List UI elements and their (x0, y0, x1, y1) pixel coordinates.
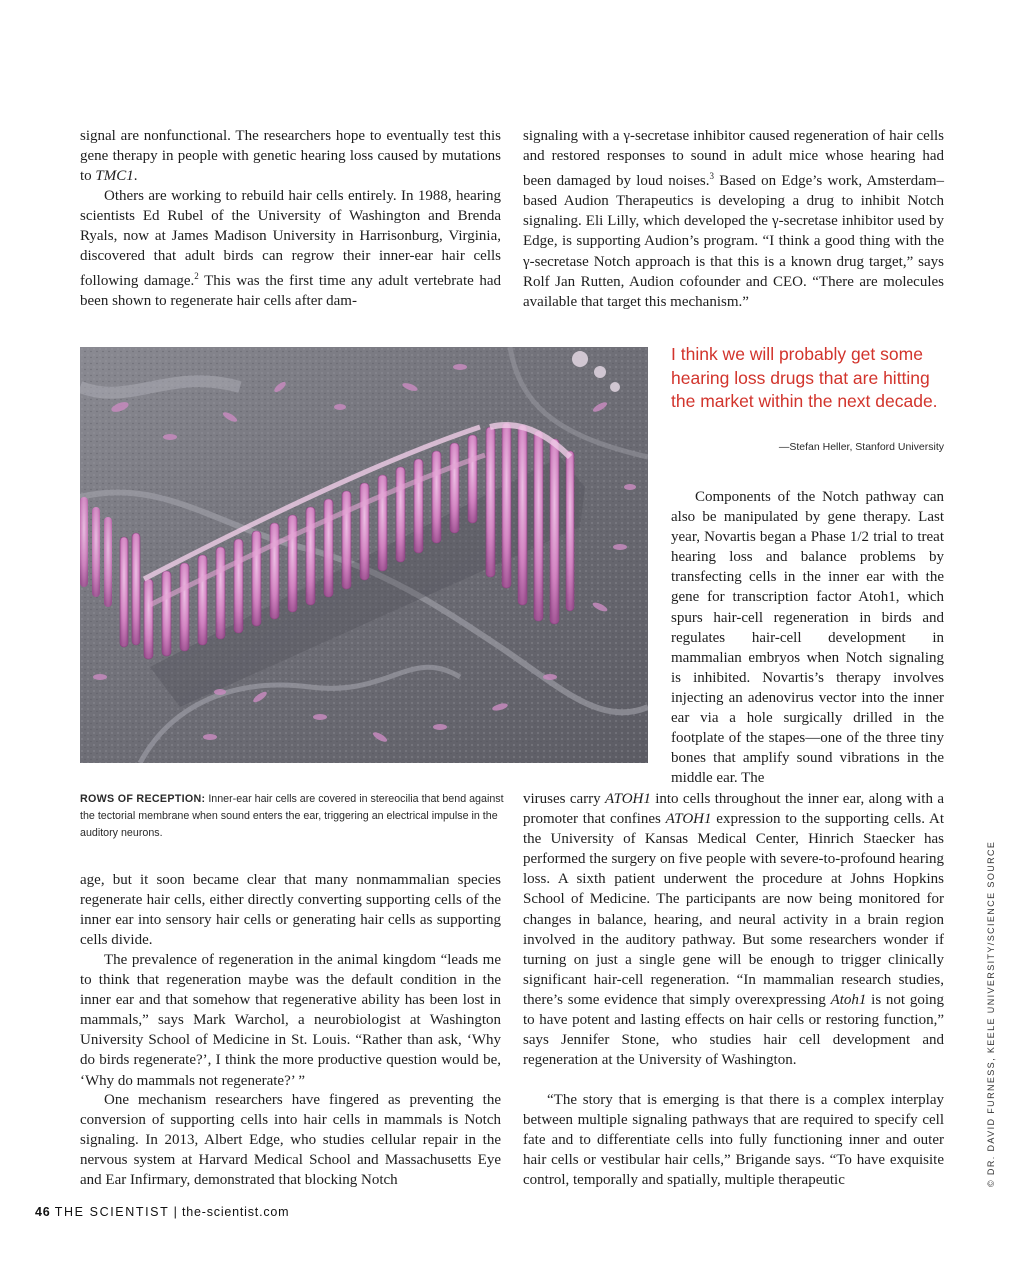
col2-top-paragraph: signaling with a γ-secretase inhibitor caused regeneration of hair cells and restored responses to sound in adult mice whose hearing had been damaged by loud noises.$^3$ Based on Edge’s work, Amsterdam–based Audion Therapeutics is developing a drug to inhibit Notch signaling. Eli Lilly, which developed the γ-secretase inhibitor used by Edge, is supporting Audion’s program. “I think a good thing with the γ-secretase Notch approach is that this is a known drug target,” says Rolf Jan Rutten, Audion cofounder and CEO. “There are molecules available that target this mechanism.” (523, 128, 945, 310)
hair-cells-micrograph (80, 347, 648, 763)
col1-bottom-paragraph-3: One mechanism researchers have fingered as preventing the conversion of supporting cells into hair cells in mammals is Notch signaling. In 2013, Albert Edge, who studies cellular repair in the nervous system at Harvard Medical School and Massachusetts Eye and Ear Infirmary, demonstrated that blocking Notch (80, 1092, 501, 1189)
pull-quote-attribution: —Stefan Heller, Stanford University (778, 441, 944, 453)
col1-bottom-paragraph-2: The prevalence of regeneration in the animal kingdom “leads me to think that regeneration maybe was the default condition in the inner ear and that somehow that regenerative ability has been lost in mammals,” says Mark Warchol, a neurobiologist at Washington University School of Medicine in St. Louis. “Rather than ask, ‘Why do birds regenerate?’, I think the more productive question would be, ‘Why do mammals not regenerate?’ ” (80, 952, 501, 1089)
photo-credit: © DR. DAVID FURNESS, KEELE UNIVERSITY/SCIENCE SOURCE (986, 840, 996, 1187)
col3-side-paragraph: Components of the Notch pathway can also be manipulated by gene therapy. Last year, Novartis began a Phase 1/2 trial to treat hearing loss and balance problems by transfecting cells in the inner ear with the gene for transcription factor Atoh1, which spurs hair-cell regeneration in birds and regulates hair-cell development in mammalian embryos when Notch signaling is inhibited. Novartis’s therapy involves injecting an adenovirus vector into the inner ear via a hole surgically drilled in the footplate of the stapes—one of the three tiny bones that amplify sound vibrations in the middle ear. The (671, 489, 944, 787)
col2-bottom-paragraph-2: “The story that is emerging is that there is a complex interplay between multiple signaling pathways that are required to specify cell fate and to differentiate cells into fully functioning inner and outer hair cells or vestibular hair cells,” Brigande says. “To have exquisite control, temporally and spatially, multiple therapeutic (523, 1092, 944, 1189)
col1-top-paragraph-2: Others are working to rebuild hair cells entirely. In 1988, hearing scientists Ed Rubel of the University of Washington and Brenda Ryals, now at James Madison University in Harrisonburg, Virginia, discovered that adult birds can regrow their inner-ear hair cells following damage.$^2$ This was the first time any adult vertebrate had been shown to regenerate hair cells after dam- (80, 188, 501, 310)
col1-top-paragraph-1: signal are nonfunctional. The researchers hope to eventually test this gene therapy in people with genetic hearing loss caused by mutations to TMC1. (80, 128, 501, 185)
caption-body: Inner-ear hair cells are covered in stereocilia that bend against the tectorial membrane when sound enters the ear, triggering an electrical impulse in the auditory neurons. (80, 793, 504, 839)
pull-quote: I think we will probably get some hearing loss drugs that are hitting the market within the next decade. (671, 344, 938, 412)
page-number: 46 (35, 1205, 51, 1219)
col2-bottom-paragraph-1: viruses carry ATOH1 into cells throughout the inner ear, along with a promoter that confines ATOH1 expression to the supporting cells. At the University of Kansas Medical Center, Hinrich Staecker has performed the surgery on five people with severe-to-profound hearing loss. A sixth patient underwent the procedure at Johns Hopkins School of Medicine. The participants are now being monitored for changes in balance, hearing, and neural activity in a brain region involved in the auditory pathway. But some researchers wonder if turning on just a single gene will be enough to trigger clinically significant hair-cell regeneration. “In mammalian research studies, there’s some evidence that simply overexpressing Atoh1 is not going to have potent and lasting effects on hair cells or restoring function,” says Jennifer Stone, who studies hair cell development and regeneration at the University of Washington. (523, 791, 944, 1069)
page-footer (35, 1205, 289, 1219)
micrograph-image (80, 347, 648, 763)
col1-bottom-paragraph-1: age, but it soon became clear that many nonmammalian species regenerate hair cells, either directly converting supporting cells of the inner ear into sensory hair cells or generating hair cells as supporting cells divide. (80, 872, 501, 949)
footer-separator: | (173, 1205, 178, 1219)
caption-heading: ROWS OF RECEPTION: (80, 793, 206, 805)
website-link[interactable]: the-scientist.com (181, 1205, 290, 1219)
photo-caption (80, 791, 505, 842)
magazine-name: THE SCIENTIST (54, 1205, 170, 1219)
